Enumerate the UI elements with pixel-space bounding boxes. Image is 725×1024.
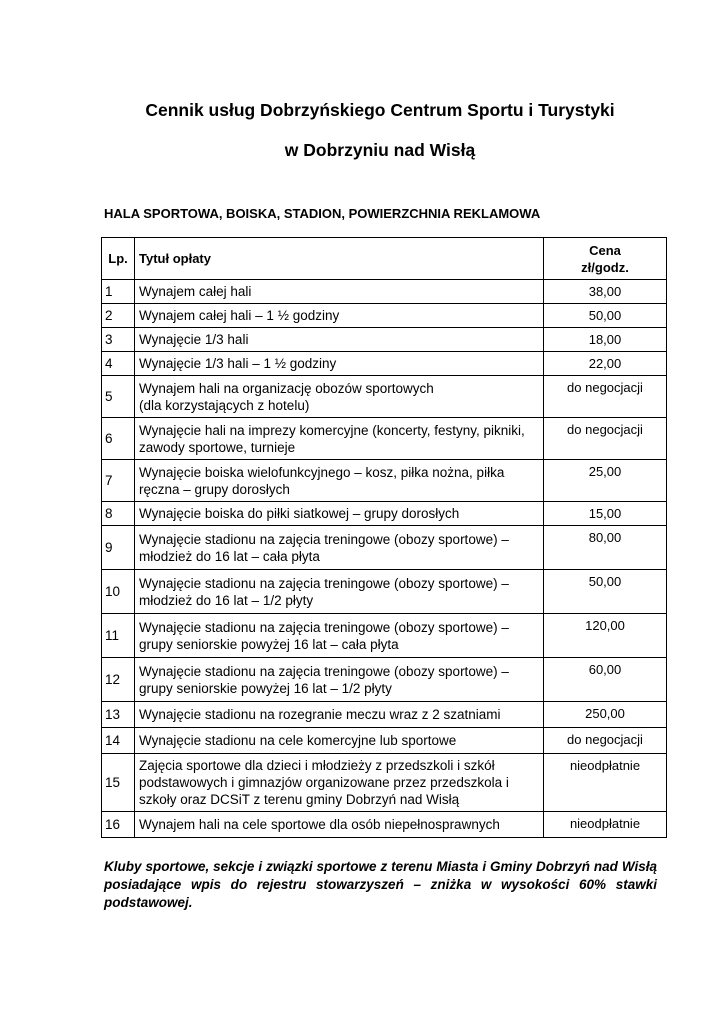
row-price: 15,00 — [544, 502, 667, 526]
row-price: do negocjacji — [544, 728, 667, 754]
table-row — [102, 702, 667, 728]
table-row — [102, 570, 667, 614]
row-number: 9 — [102, 526, 135, 570]
row-number: 1 — [102, 280, 135, 304]
row-number: 15 — [102, 754, 135, 812]
header-price — [544, 238, 667, 280]
row-number: 7 — [102, 460, 135, 502]
row-fee-title: Wynajęcie boiska do piłki siatkowej – grupy dorosłych — [135, 502, 544, 526]
row-price: 25,00 — [544, 460, 667, 502]
row-price: 120,00 — [544, 614, 667, 658]
row-fee-title: Wynajęcie stadionu na zajęcia treningowe (obozy sportowe) – młodzież do 16 lat – cała płyta — [135, 526, 544, 570]
row-fee-title: Wynajęcie stadionu na zajęcia treningowe (obozy sportowe) – grupy seniorskie powyżej 16 lat – cała płyta — [135, 614, 544, 658]
row-price: 80,00 — [544, 526, 667, 570]
table-row — [102, 418, 667, 460]
table-row — [102, 280, 667, 304]
row-number: 11 — [102, 614, 135, 658]
row-fee-title: Zajęcia sportowe dla dzieci i młodzieży z przedszkoli i szkół podstawowych i gimnazjów organizowane przez przedszkola i szkoły oraz DCSiT z terenu gminy Dobrzyń nad Wisłą — [135, 754, 544, 812]
row-fee-title: Wynajęcie boiska wielofunkcyjnego – kosz, piłka nożna, piłka ręczna – grupy dorosłych — [135, 460, 544, 502]
table-row — [102, 352, 667, 376]
discount-note: Kluby sportowe, sekcje i związki sportowe z terenu Miasta i Gminy Dobrzyń nad Wisłą posiadające wpis do rejestru stowarzyszeń – zniżka w wysokości 60% stawki podstawowej. — [104, 859, 657, 910]
table-row — [102, 658, 667, 702]
price-table — [101, 237, 667, 838]
row-number: 2 — [102, 304, 135, 328]
row-number: 16 — [102, 812, 135, 838]
row-price: 38,00 — [544, 280, 667, 304]
table-row — [102, 304, 667, 328]
document-title: Cennik usług Dobrzyńskiego Centrum Sportu i Turystyki — [145, 100, 615, 120]
header-lp: Lp. — [102, 238, 135, 280]
row-number: 10 — [102, 570, 135, 614]
row-number: 3 — [102, 328, 135, 352]
table-row — [102, 754, 667, 812]
row-price: do negocjacji — [544, 376, 667, 418]
table-row — [102, 526, 667, 570]
row-number: 4 — [102, 352, 135, 376]
row-fee-title: Wynajęcie stadionu na zajęcia treningowe (obozy sportowe) – grupy seniorskie powyżej 16 lat – 1/2 płyty — [135, 658, 544, 702]
row-number: 13 — [102, 702, 135, 728]
row-fee-title: Wynajem całej hali — [135, 280, 544, 304]
row-price: do negocjacji — [544, 418, 667, 460]
row-fee-title: Wynajem hali na organizację obozów sportowych (dla korzystających z hotelu) — [135, 376, 544, 418]
row-price: nieodpłatnie — [544, 812, 667, 838]
table-row — [102, 502, 667, 526]
table-row — [102, 328, 667, 352]
row-price: 50,00 — [544, 570, 667, 614]
row-price: nieodpłatnie — [544, 754, 667, 812]
row-fee-title: Wynajęcie 1/3 hali — [135, 328, 544, 352]
row-price: 22,00 — [544, 352, 667, 376]
row-price: 50,00 — [544, 304, 667, 328]
row-fee-title: Wynajęcie 1/3 hali – 1 ½ godziny — [135, 352, 544, 376]
table-row — [102, 728, 667, 754]
row-number: 14 — [102, 728, 135, 754]
header-price-line1: Cena — [589, 242, 621, 258]
row-number: 8 — [102, 502, 135, 526]
table-row — [102, 376, 667, 418]
row-fee-title: Wynajęcie stadionu na zajęcia treningowe (obozy sportowe) – młodzież do 16 lat – 1/2 płyty — [135, 570, 544, 614]
header-price-line2: zł/godz. — [581, 259, 629, 275]
row-fee-title: Wynajęcie stadionu na cele komercyjne lub sportowe — [135, 728, 544, 754]
row-number: 12 — [102, 658, 135, 702]
table-row — [102, 812, 667, 838]
row-fee-title: Wynajem całej hali – 1 ½ godziny — [135, 304, 544, 328]
row-number: 5 — [102, 376, 135, 418]
section-heading: HALA SPORTOWA, BOISKA, STADION, POWIERZCHNIA REKLAMOWA — [104, 206, 541, 221]
row-number: 6 — [102, 418, 135, 460]
row-fee-title: Wynajem hali na cele sportowe dla osób niepełnosprawnych — [135, 812, 544, 838]
row-price: 18,00 — [544, 328, 667, 352]
table-row — [102, 460, 667, 502]
row-fee-title: Wynajęcie stadionu na rozegranie meczu wraz z 2 szatniami — [135, 702, 544, 728]
table-row — [102, 614, 667, 658]
header-title: Tytuł opłaty — [135, 238, 544, 280]
row-price: 250,00 — [544, 702, 667, 728]
row-price: 60,00 — [544, 658, 667, 702]
row-fee-title: Wynajęcie hali na imprezy komercyjne (koncerty, festyny, pikniki, zawody sportowe, turnieje — [135, 418, 544, 460]
table-header-row — [102, 238, 667, 280]
document-subtitle: w Dobrzyniu nad Wisłą — [284, 140, 476, 160]
